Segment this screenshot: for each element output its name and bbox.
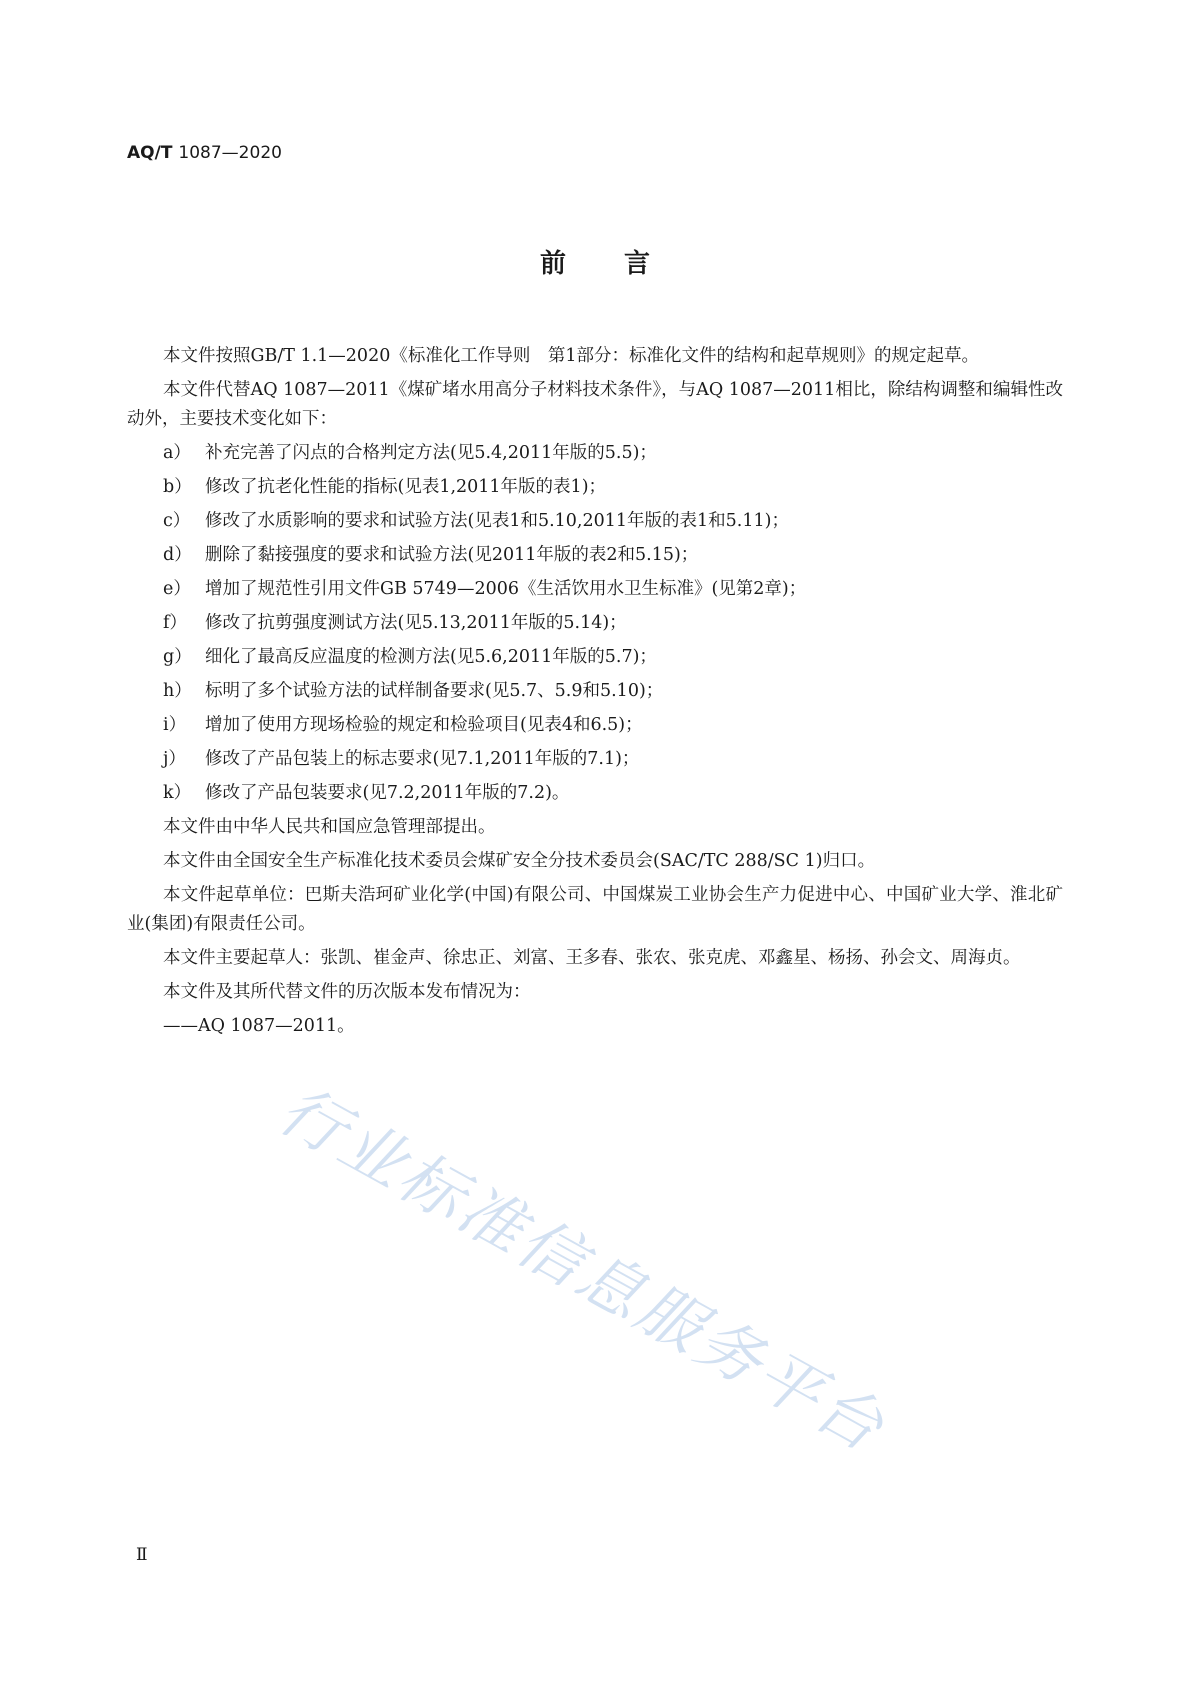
document-body: [127, 342, 1063, 1046]
list-item-text: 删除了黏接强度的要求和试验方法(见2011年版的表2和5.15)；: [205, 545, 699, 565]
page-number: Ⅱ: [136, 1545, 148, 1565]
list-item-text: 修改了抗剪强度测试方法(见5.13,2011年版的5.14)；: [205, 613, 627, 633]
document-code: [127, 143, 282, 163]
paragraph-version-history: 本文件及其所代替文件的历次版本发布情况为：: [163, 982, 531, 1002]
list-item: [127, 711, 1063, 740]
list-item-text: 增加了规范性引用文件GB 5749—2006《生活饮用水卫生标准》(见第2章)；: [205, 579, 807, 599]
list-item-text: 标明了多个试验方法的试样制备要求(见5.7、5.9和5.10)；: [205, 681, 664, 701]
history-entry: ——AQ 1087—2011。: [163, 1016, 355, 1036]
list-item-text: 增加了使用方现场检验的规定和检验项目(见表4和6.5)；: [205, 715, 643, 735]
list-marker: h）: [163, 681, 192, 701]
list-item-text: 修改了水质影响的要求和试验方法(见表1和5.10,2011年版的表1和5.11)；: [205, 511, 789, 531]
list-item: [127, 779, 1063, 808]
list-item-text: 细化了最高反应温度的检测方法(见5.6,2011年版的5.7)；: [205, 647, 657, 667]
paragraph-drafters: 本文件主要起草人：张凯、崔金声、徐忠正、刘富、王多春、张农、张克虎、邓鑫星、杨扬、孙会文、周海贞。: [163, 948, 1021, 968]
list-marker: f）: [163, 613, 187, 633]
paragraph-replacement: 本文件代替AQ 1087—2011《煤矿堵水用高分子材料技术条件》，与AQ 1087—2011相比，除结构调整和编辑性改动外，主要技术变化如下：: [127, 380, 1063, 429]
list-item: [127, 745, 1063, 774]
list-marker: j）: [163, 749, 186, 769]
list-item: [127, 541, 1063, 570]
list-item: [127, 677, 1063, 706]
paragraph-drafting-rules: 本文件按照GB/T 1.1—2020《标准化工作导则 第1部分：标准化文件的结构和起草规则》的规定起草。: [163, 346, 979, 366]
list-marker: b）: [163, 477, 192, 497]
list-item-text: 修改了产品包装上的标志要求(见7.1,2011年版的7.1)；: [205, 749, 640, 769]
list-item-text: 修改了抗老化性能的指标(见表1,2011年版的表1)；: [205, 477, 607, 497]
watermark: 行业标准信息服务平台: [266, 1073, 898, 1468]
list-marker: i）: [163, 715, 187, 735]
list-marker: k）: [163, 783, 192, 803]
list-item: [127, 575, 1063, 604]
list-item-text: 补充完善了闪点的合格判定方法(见5.4,2011年版的5.5)；: [205, 443, 657, 463]
paragraph-drafting-units: 本文件起草单位：巴斯夫浩珂矿业化学(中国)有限公司、中国煤炭工业协会生产力促进中心、中国矿业大学、淮北矿业(集团)有限责任公司。: [127, 885, 1063, 934]
list-item: [127, 643, 1063, 672]
list-marker: d）: [163, 545, 192, 565]
page-title: 前言: [539, 249, 708, 279]
list-marker: a）: [163, 443, 191, 463]
list-item: [127, 609, 1063, 638]
list-item: [127, 473, 1063, 502]
document-code-number: 1087—2020: [178, 143, 282, 163]
list-item: [127, 439, 1063, 468]
list-item-text: 修改了产品包装要求(见7.2,2011年版的7.2)。: [205, 783, 570, 803]
list-marker: g）: [163, 647, 192, 667]
paragraph-committee: 本文件由全国安全生产标准化技术委员会煤矿安全分技术委员会(SAC/TC 288/SC 1)归口。: [163, 851, 876, 871]
list-item: [127, 507, 1063, 536]
document-code-prefix: AQ/T: [127, 143, 173, 163]
paragraph-proposer: 本文件由中华人民共和国应急管理部提出。: [163, 817, 496, 837]
list-marker: c）: [163, 511, 191, 531]
list-marker: e）: [163, 579, 191, 599]
